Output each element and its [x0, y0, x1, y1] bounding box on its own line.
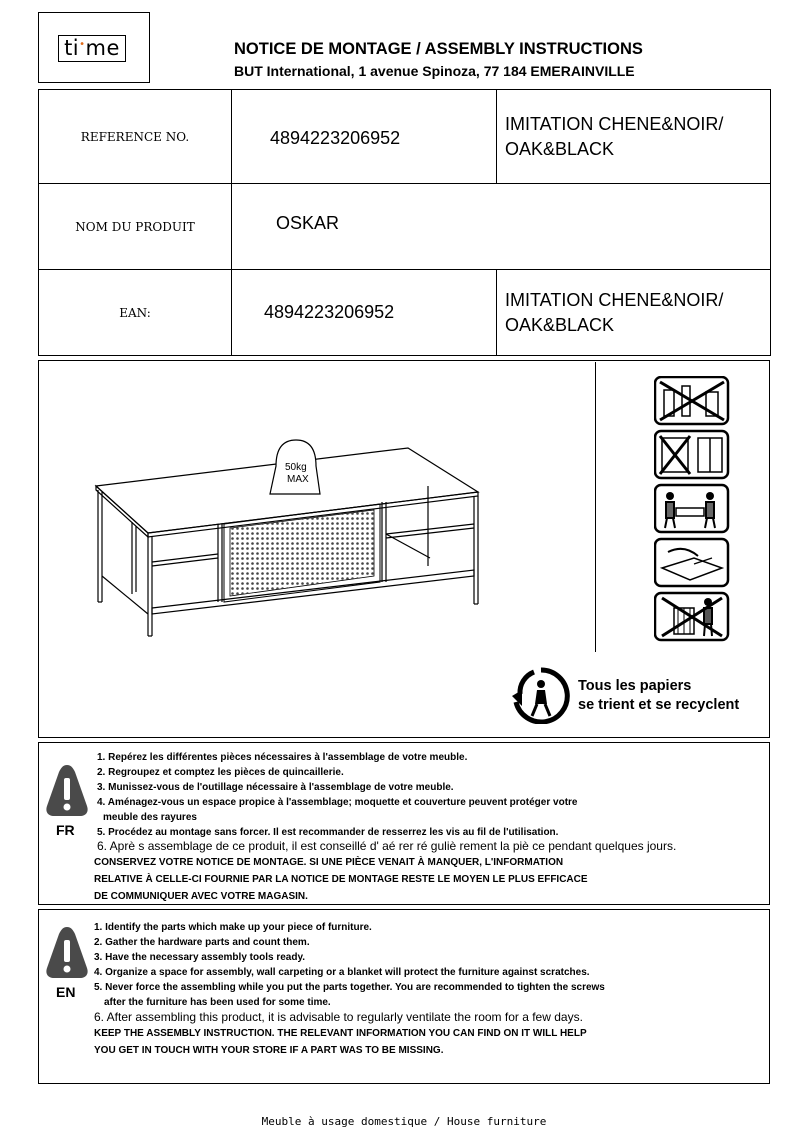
- footer-note: Meuble à usage domestique / House furniture: [261, 1115, 547, 1128]
- reference-value: 4894223206952: [232, 90, 497, 184]
- ean-desc-line-1: IMITATION CHENE&NOIR/: [505, 289, 724, 310]
- product-info-table: [38, 89, 771, 356]
- illustration-divider: [595, 362, 596, 652]
- product-label: NOM DU PRODUIT: [39, 184, 232, 270]
- reference-desc-line-2: OAK&BLACK: [505, 138, 615, 159]
- en-line-8: KEEP THE ASSEMBLY INSTRUCTION. THE RELEVANT INFORMATION YOU CAN FIND ON IT WILL HELP: [94, 1028, 587, 1039]
- fr-line-3: 3. Munissez-vous de l'outillage nécessaire à l'assemblage de votre meuble.: [97, 782, 454, 793]
- ean-label: EAN:: [39, 270, 232, 356]
- company-address: BUT International, 1 avenue Spinoza, 77 184 EMERAINVILLE: [234, 63, 635, 79]
- reference-description: [497, 90, 771, 184]
- recycle-line-2: se trient et se recyclent: [578, 697, 740, 713]
- en-language-label: EN: [56, 984, 76, 1000]
- fr-line-9: RELATIVE À CELLE-CI FOURNIE PAR LA NOTICE DE MONTAGE RESTE LE MOYEN LE PLUS EFFICACE: [94, 874, 588, 885]
- en-line-6: after the furniture has been used for some time.: [104, 997, 331, 1008]
- reference-label: REFERENCE NO.: [39, 90, 232, 184]
- weight-label-1: 50kg: [285, 462, 307, 473]
- fr-warning-icon: [44, 762, 90, 818]
- fr-line-10: DE COMMUNIQUER AVEC VOTRE MAGASIN.: [94, 891, 308, 902]
- en-line-7: 6. After assembling this product, it is advisable to regularly ventilate the room for a few days.: [94, 1010, 583, 1024]
- fr-line-7: 6. Aprè s assemblage de ce produit, il est conseillé d' aé rer ré guliè rement la piè ce pendant quelques jours.: [97, 839, 677, 853]
- en-line-4: 4. Organize a space for assembly, wall carpeting or a blanket will protect the furniture against scratches.: [94, 967, 590, 978]
- product-name: OSKAR: [232, 184, 771, 270]
- en-line-2: 2. Gather the hardware parts and count them.: [94, 937, 310, 948]
- en-line-1: 1. Identify the parts which make up your piece of furniture.: [94, 922, 372, 933]
- logo-text-ti: ti: [64, 36, 80, 60]
- ean-value: 4894223206952: [232, 270, 497, 356]
- fr-line-6: 5. Procédez au montage sans forcer. Il est recommander de resserrez les vis au fil de l'utilisation.: [97, 827, 559, 838]
- document-title: NOTICE DE MONTAGE / ASSEMBLY INSTRUCTIONS: [234, 40, 643, 58]
- brand-logo: [58, 35, 126, 62]
- ean-row: [39, 270, 771, 356]
- ean-description: [497, 270, 771, 356]
- two-person-assembly-icon: [655, 485, 728, 532]
- fr-language-label: FR: [56, 822, 75, 838]
- no-humidity-icon: [655, 431, 728, 478]
- product-row: [39, 184, 771, 270]
- fr-line-4: 4. Aménagez-vous un espace propice à l'assemblage; moquette et couverture peuvent protéger votre: [97, 797, 578, 808]
- no-chemicals-icon: [655, 377, 728, 424]
- weight-label-2: MAX: [287, 474, 309, 485]
- recycle-line-1: Tous les papiers: [578, 678, 692, 694]
- ean-desc-line-2: OAK&BLACK: [505, 314, 615, 335]
- recycle-icon: [510, 666, 572, 724]
- fr-line-2: 2. Regroupez et comptez les pièces de quincaillerie.: [97, 767, 344, 778]
- logo-frame: [38, 12, 150, 83]
- en-warning-icon: [44, 924, 90, 980]
- logo-dot: •: [79, 39, 86, 50]
- en-line-9: YOU GET IN TOUCH WITH YOUR STORE IF A PART WAS TO BE MISSING.: [94, 1045, 444, 1056]
- no-waste-bin-icon: [655, 593, 728, 640]
- en-line-5: 5. Never force the assembling while you put the parts together. You are recommended to tighten the screws: [94, 982, 605, 993]
- fr-instruction-list: [94, 750, 677, 905]
- fr-line-8: CONSERVEZ VOTRE NOTICE DE MONTAGE. SI UNE PIÈCE VENAIT À MANQUER, L'INFORMATION: [94, 857, 564, 868]
- en-line-3: 3. Have the necessary assembly tools ready.: [94, 952, 306, 963]
- floor-protection-icon: [655, 539, 728, 586]
- tv-stand-illustration: [90, 436, 490, 646]
- reference-desc-line-1: IMITATION CHENE&NOIR/: [505, 113, 724, 134]
- logo-text-me: me: [85, 36, 120, 60]
- reference-row: [39, 90, 771, 184]
- en-instruction-list: [94, 920, 605, 1059]
- warning-icons-column: [654, 376, 730, 642]
- fr-line-1: 1. Repérez les différentes pièces nécessaires à l'assemblage de votre meuble.: [97, 752, 468, 763]
- recycle-message: [578, 677, 739, 715]
- fr-line-5: meuble des rayures: [103, 812, 197, 823]
